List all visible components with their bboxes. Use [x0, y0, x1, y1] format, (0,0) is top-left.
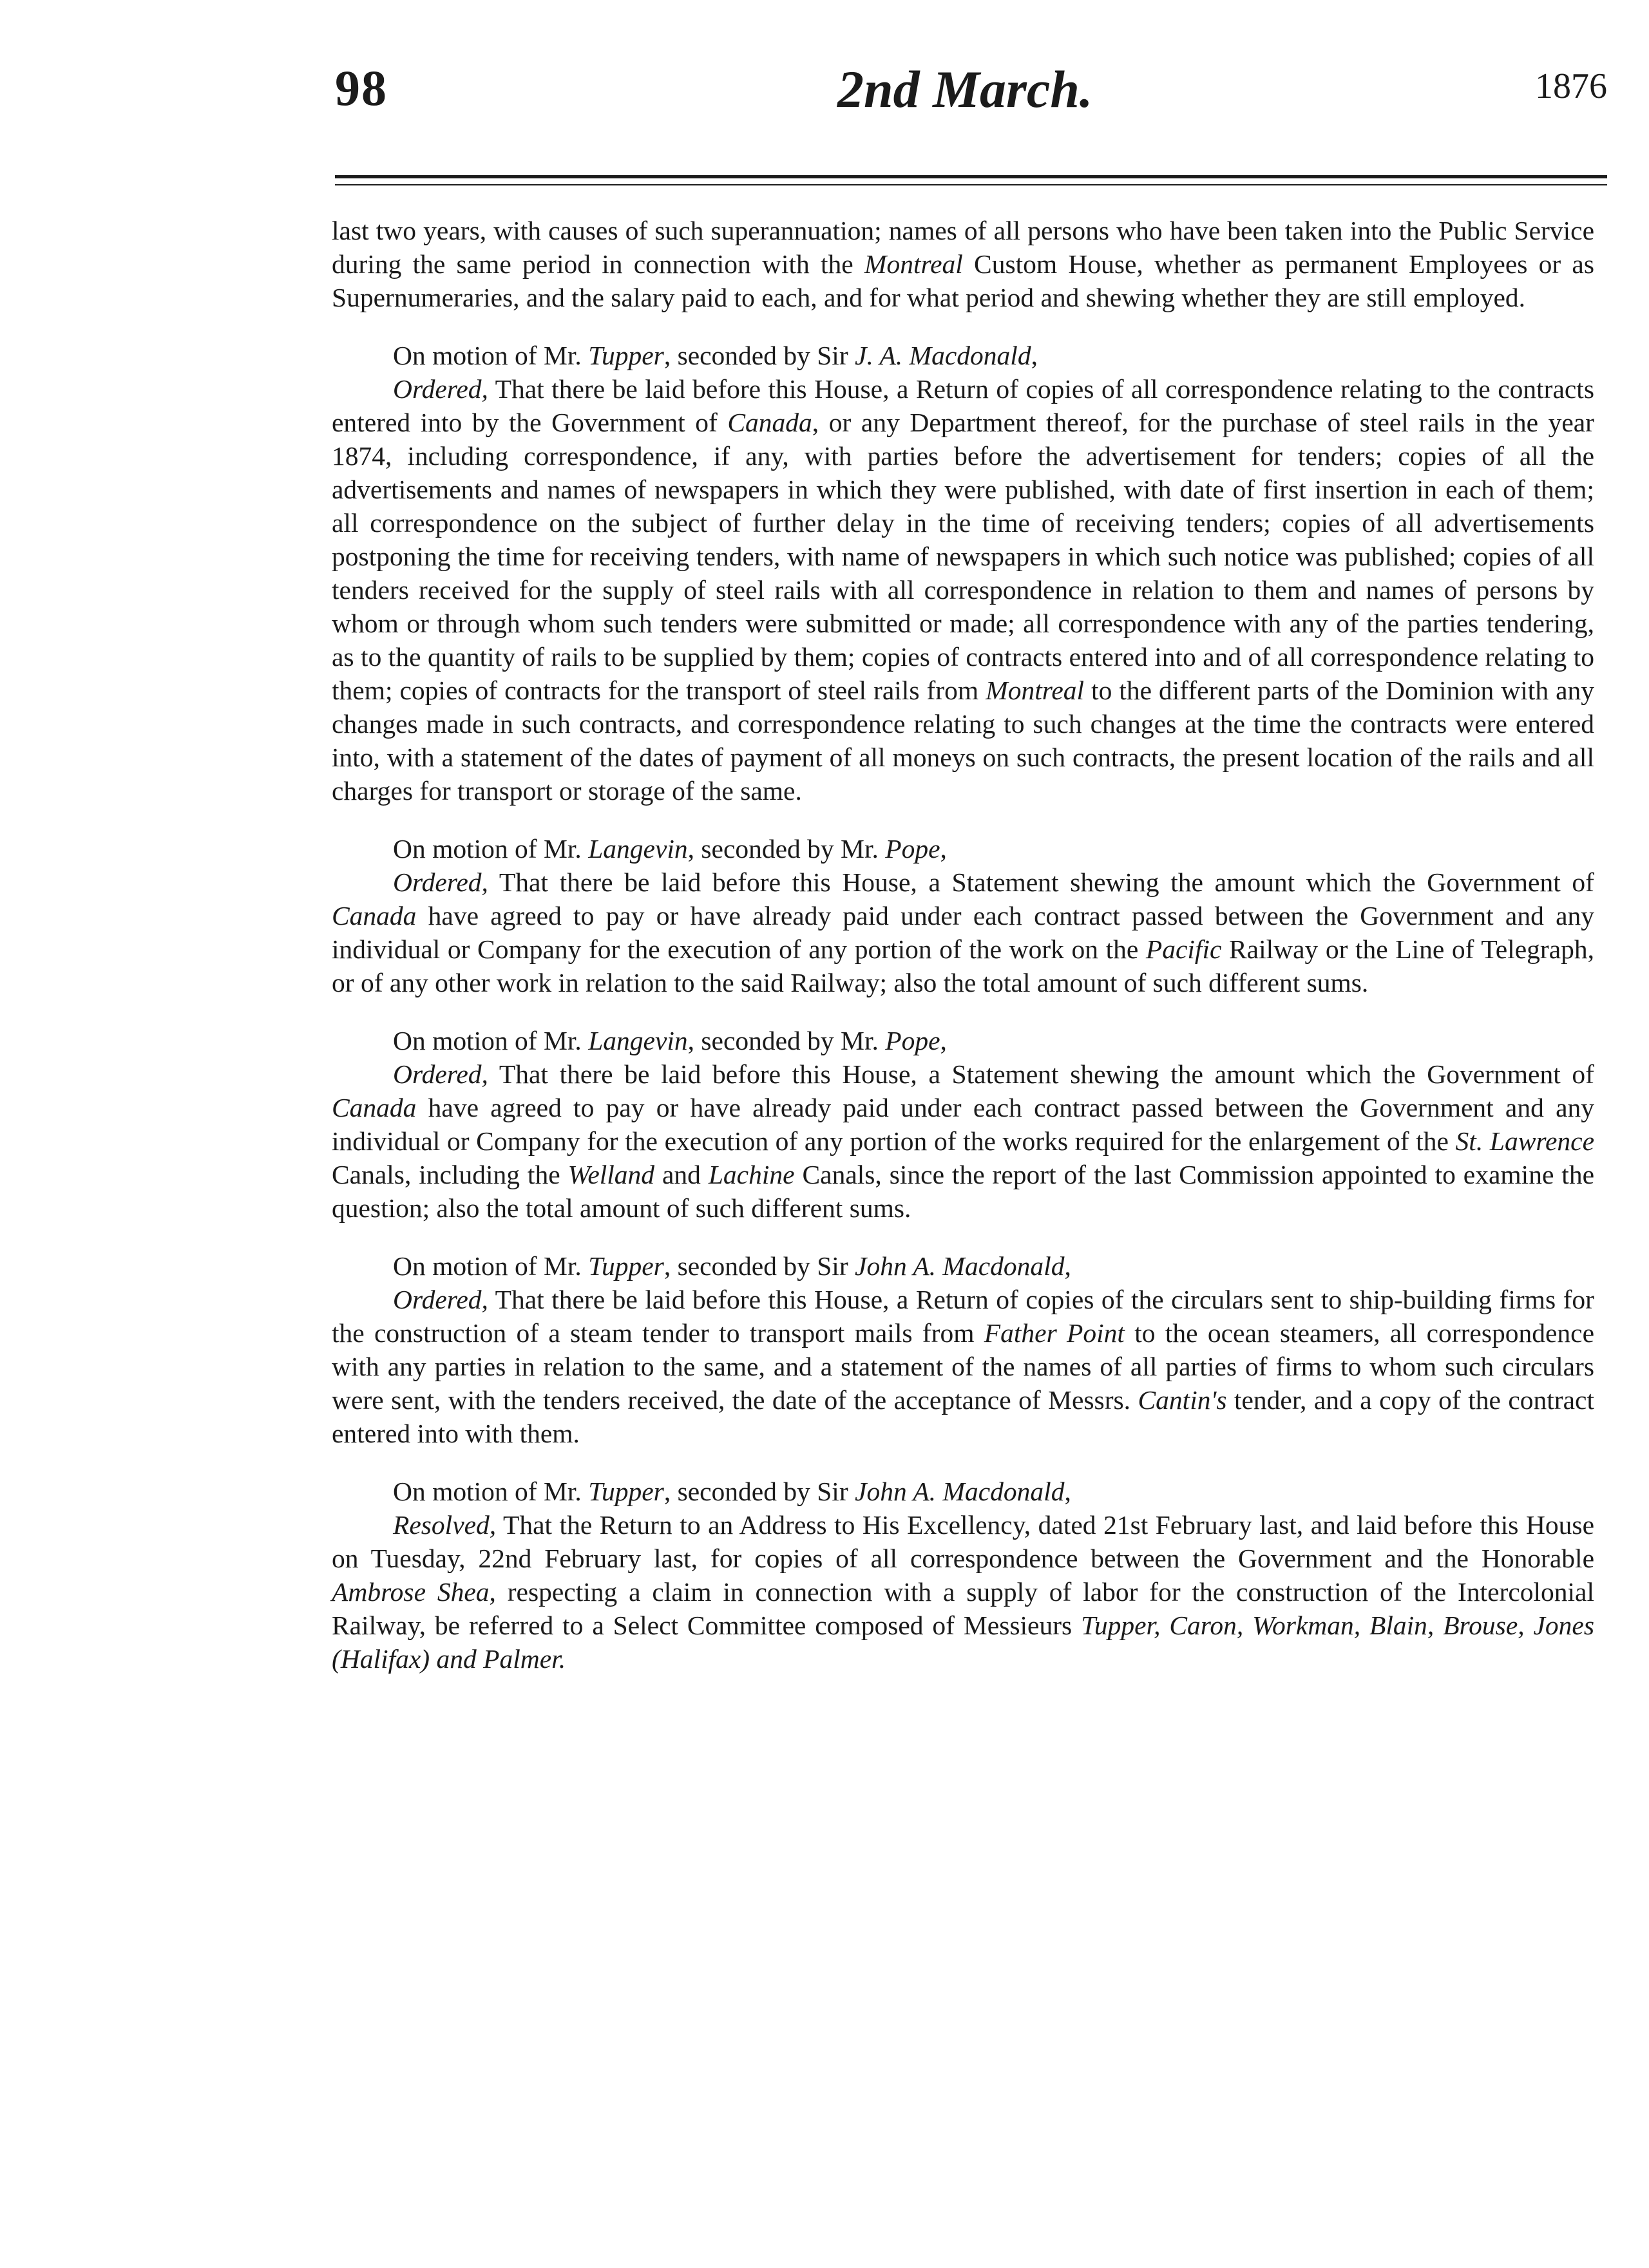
seconder-name: J. A. Macdonald: [855, 341, 1031, 370]
order-keyword: Ordered,: [393, 374, 488, 404]
journal-body: [332, 214, 1594, 1676]
seconder-name: Pope: [885, 834, 940, 864]
order-text: Ordered, That there be laid before this House, a Statement shewing the amount which the Government of Canada have agreed to pay or have already paid under each contract passed between the Government and any individual or Company for the execution of any portion of the works required for the enlargement of the St. Lawrence Canals, including the Welland and Lachine Canals, since the report of the last Commission appointed to examine the question; also the total amount of such different sums.: [332, 1059, 1594, 1223]
motion-line: On motion of Mr. Tupper, seconded by Sir John A. Macdonald,: [393, 1477, 1071, 1506]
order-text: Ordered, That there be laid before this House, a Statement shewing the amount which the Government of Canada have agreed to pay or have already paid under each contract passed between the Government and any individual or Company for the execution of any portion of the work on the Pacific Railway or the Line of Telegraph, or of any other work in relation to the said Railway; also the total amount of such different sums.: [332, 867, 1594, 997]
motion-entry: [332, 1024, 1594, 1225]
header-rule: [335, 175, 1607, 178]
order-text: Resolved, That the Return to an Address to His Excellency, dated 21st February last, and laid before this House on Tuesday, 22nd February last, for copies of all correspondence between the Government and the Honorable Ambrose Shea, respecting a claim in connection with a supply of labor for the construction of the Intercolonial Railway, be referred to a Select Committee composed of Messieurs Tupper, Caron, Workman, Blain, Brouse, Jones (Halifax) and Palmer.: [332, 1510, 1595, 1674]
motion-line: On motion of Mr. Tupper, seconded by Sir J. A. Macdonald,: [393, 341, 1038, 370]
mover-name: Tupper: [588, 1251, 664, 1281]
motion-entry: [332, 832, 1594, 999]
seconder-name: Pope: [885, 1026, 940, 1055]
mover-name: Tupper: [588, 341, 664, 370]
seconder-name: John A. Macdonald: [855, 1251, 1065, 1281]
header-rule-thin: [335, 184, 1607, 185]
continuation-paragraph: last two years, with causes of such superannuation; names of all persons who have been taken into the Public Service during the same period in connection with the Montreal Custom House, whether as permanent Employees or as Supernumeraries, and the salary paid to each, and for what period and shewing whether they are still employed.: [332, 216, 1594, 312]
header-year: 1876: [1535, 66, 1607, 106]
mover-name: Langevin: [588, 1026, 688, 1055]
motion-entry: [332, 339, 1594, 808]
order-keyword: Resolved,: [393, 1510, 497, 1540]
mover-name: Tupper: [588, 1477, 664, 1506]
motion-entry: [332, 1249, 1594, 1450]
order-keyword: Ordered,: [393, 867, 488, 897]
motion-line: On motion of Mr. Langevin, seconded by Mr. Pope,: [393, 834, 947, 864]
order-text: Ordered, That there be laid before this House, a Return of copies of the circulars sent to ship-building firms for the construction of a steam tender to transport mails from Father Point to the ocean steamers, all correspondence with any parties in relation to the same, and a statement of the names of all parties of firms to whom such circulars were sent, with the tenders received, the date of the acceptance of Messrs. Cantin's tender, and a copy of the contract entered into with them.: [332, 1285, 1594, 1448]
mover-name: Langevin: [588, 834, 688, 864]
order-text: Ordered, That there be laid before this House, a Return of copies of all correspondence relating to the contracts entered into by the Government of Canada, or any Department thereof, for the purchase of steel rails in the year 1874, including correspondence, if any, with parties before the advertisement for tenders; copies of all the advertisements and names of newspapers in which they were published, with date of first insertion in each of them; all correspondence on the subject of further delay in the time of receiving tenders; copies of all advertisements postponing the time for receiving tenders, with name of newspapers in which such notice was published; copies of all tenders received for the supply of steel rails with all correspondence in relation to them and names of persons by whom or through whom such tenders were submitted or made; all correspondence with any of the parties tendering, as to the quantity of rails to be supplied by them; copies of contracts entered into and of all correspondence relating to them; copies of contracts for the transport of steel rails from Montreal to the different parts of the Dominion with any changes made in such contracts, and correspondence relating to such changes at the time the contracts were entered into, with a statement of the dates of payment of all moneys on such contracts, the present location of the rails and all charges for transport or storage of the same.: [332, 374, 1594, 806]
order-keyword: Ordered,: [393, 1059, 488, 1089]
order-keyword: Ordered,: [393, 1285, 488, 1314]
motion-line: On motion of Mr. Langevin, seconded by Mr. Pope,: [393, 1026, 947, 1055]
motion-entry: [332, 1475, 1594, 1676]
running-title: 2nd March.: [837, 60, 1093, 118]
seconder-name: John A. Macdonald: [855, 1477, 1065, 1506]
page-header: [335, 59, 1607, 130]
motion-line: On motion of Mr. Tupper, seconded by Sir John A. Macdonald,: [393, 1251, 1071, 1281]
page-number: 98: [335, 60, 388, 116]
